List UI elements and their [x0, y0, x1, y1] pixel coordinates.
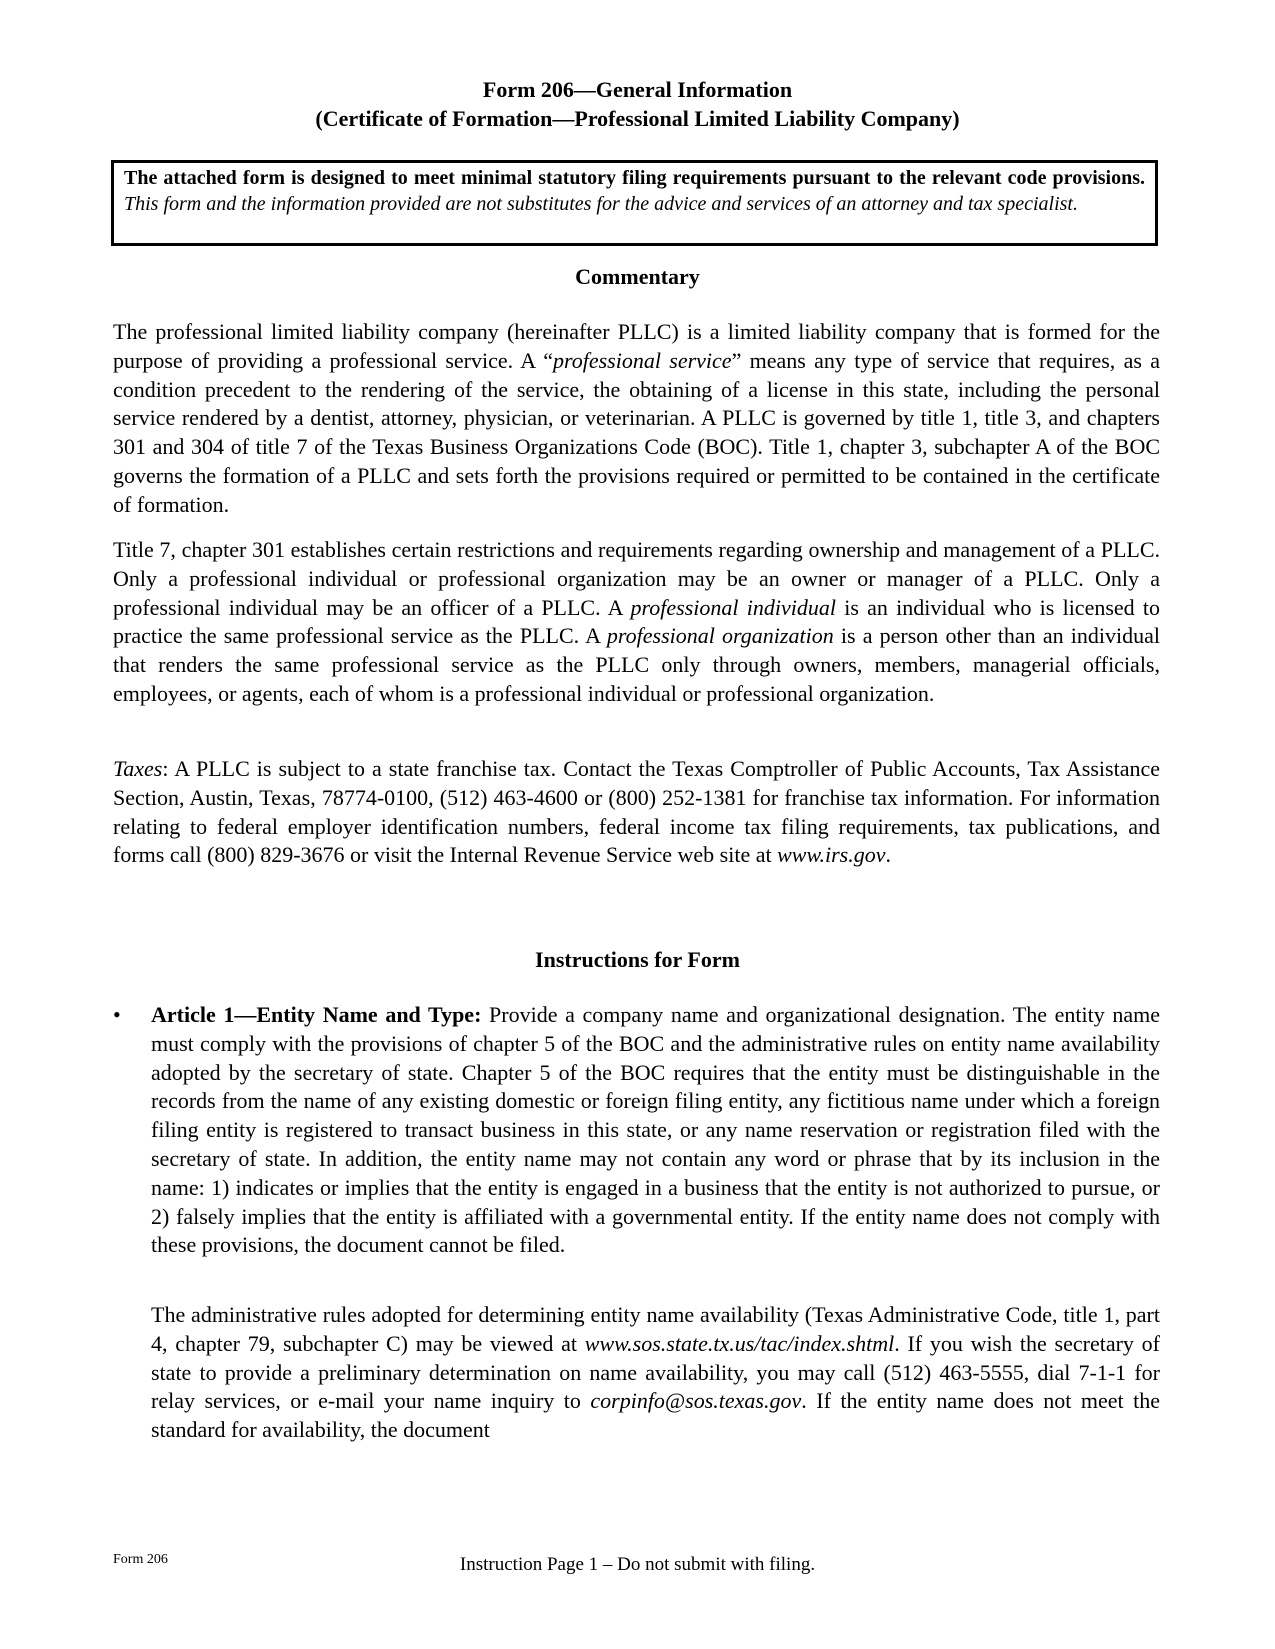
p2-term-professional-individual: professional individual [630, 594, 836, 620]
tac-website-link: www.sos.state.tx.us/tac/index.shtml [584, 1330, 895, 1356]
commentary-paragraph-2 [113, 536, 1160, 709]
taxes-text: : A PLLC is subject to a state franchise tax. Contact the Texas Comptroller of Public Accounts, Tax Assistance Section, Austin, Texas, 78774-0100, (512) 463-4600 or (800) 252-1381 for franchise tax information. For information relating to federal employer identification numbers, federal income tax filing requirements, tax publications, and forms call (800) 829-3676 or visit the Internal Revenue Service web site at [113, 756, 1160, 868]
article-1-instructions [151, 1001, 1160, 1260]
instructions-heading: Instructions for Form [535, 947, 740, 972]
footer-form-label: Form 206 [113, 1552, 168, 1567]
article-1-text: Provide a company name and organizational designation. The entity name must comply with the provisions of chapter 5 of the BOC and the administrative rules on entity name availability adopted by the secretary of state. Chapter 5 of the BOC requires that the entity must be distinguishable in the records from the name of any existing domestic or foreign filing entity, any fictitious name under which a foreign filing entity is registered to transact business in this state, or any name reservation or registration filed with the secretary of state. In addition, the entity name may not contain any word or phrase that by its inclusion in the name: 1) indicates or implies that the entity is engaged in a business that the entity is not authorized to pursue, or 2) falsely implies that the entity is affiliated with a governmental entity. If the entity name does not comply with these provisions, the document cannot be filed. [151, 1002, 1160, 1258]
p2-text-a: Title 7, chapter 301 establishes certain restrictions and requirements regarding ownership and management of a PLLC. Only a professional individual or professional organization may be an owner or manager of a PLLC. Only a professional individual may be an officer of a PLLC. A [113, 537, 1160, 620]
bullet-icon: • [113, 1002, 121, 1027]
disclaimer-italic: This form and the information provided are not substitutes for the advice and services of an attorney and tax specialist. [124, 193, 1078, 215]
a1p2-text-c: . If you wish the secretary of state to provide a preliminary determination on name availability, you may call (512) 463-5555, dial 7-1-1 for relay services, or e-mail your name inquiry to [151, 1330, 1160, 1414]
article-1-label: Article 1—Entity Name and Type: [151, 1002, 482, 1027]
commentary-paragraph-1 [113, 318, 1160, 520]
commentary-heading: Commentary [575, 264, 700, 289]
document-title [0, 75, 1275, 133]
a1p2-text-a: The administrative rules adopted for determining entity name availability (Texas Administrative Code, title 1, part 4, chapter 79, subchapter C) may be viewed at [151, 1302, 1160, 1356]
commentary-paragraph-taxes [113, 755, 1160, 870]
p2-text-c: is an individual who is licensed to practice the same professional service as the PLLC. A [113, 594, 1161, 649]
irs-website-link: www.irs.gov [777, 842, 886, 868]
disclaimer-box [111, 160, 1158, 246]
footer-page-label: Instruction Page 1 – Do not submit with filing. [459, 1554, 816, 1575]
title-line-1: Form 206—General Information [482, 77, 793, 102]
title-line-2: (Certificate of Formation—Professional Limited Liability Company) [315, 106, 960, 131]
a1p2-text-e: . If the entity name does not meet the standard for availability, the document [151, 1388, 1160, 1443]
p1-text-a: The professional limited liability company (hereinafter PLLC) is a limited liability company that is formed for the purpose of providing a professional service. A “ [113, 319, 1160, 373]
article-1-paragraph-2 [151, 1301, 1160, 1445]
taxes-label: Taxes [113, 756, 163, 781]
p2-term-professional-organization: professional organization [606, 623, 834, 649]
taxes-text-end: . [885, 842, 891, 868]
disclaimer-bold: The attached form is designed to meet minimal statutory filing requirements pursuant to the relevant code provisions. [124, 167, 1145, 189]
corpinfo-email-link: corpinfo@sos.texas.gov [590, 1388, 802, 1414]
p1-text-c: ” means any type of service that requires, as a condition precedent to the rendering of the service, the obtaining of a license in this state, including the personal service rendered by a dentist, attorney, physician, or veterinarian. A PLLC is governed by title 1, title 3, and chapters 301 and 304 of title 7 of the Texas Business Organizations Code (BOC). Title 1, chapter 3, subchapter A of the BOC governs the formation of a PLLC and sets forth the provisions required or permitted to be contained in the certificate of formation. [113, 347, 1161, 517]
p1-term-professional-service: professional service [553, 347, 732, 373]
p2-text-e: is a person other than an individual that renders the same professional service as the PLLC only through owners, members, managerial officials, employees, or agents, each of whom is a professional individual or professional organization. [113, 623, 1160, 706]
